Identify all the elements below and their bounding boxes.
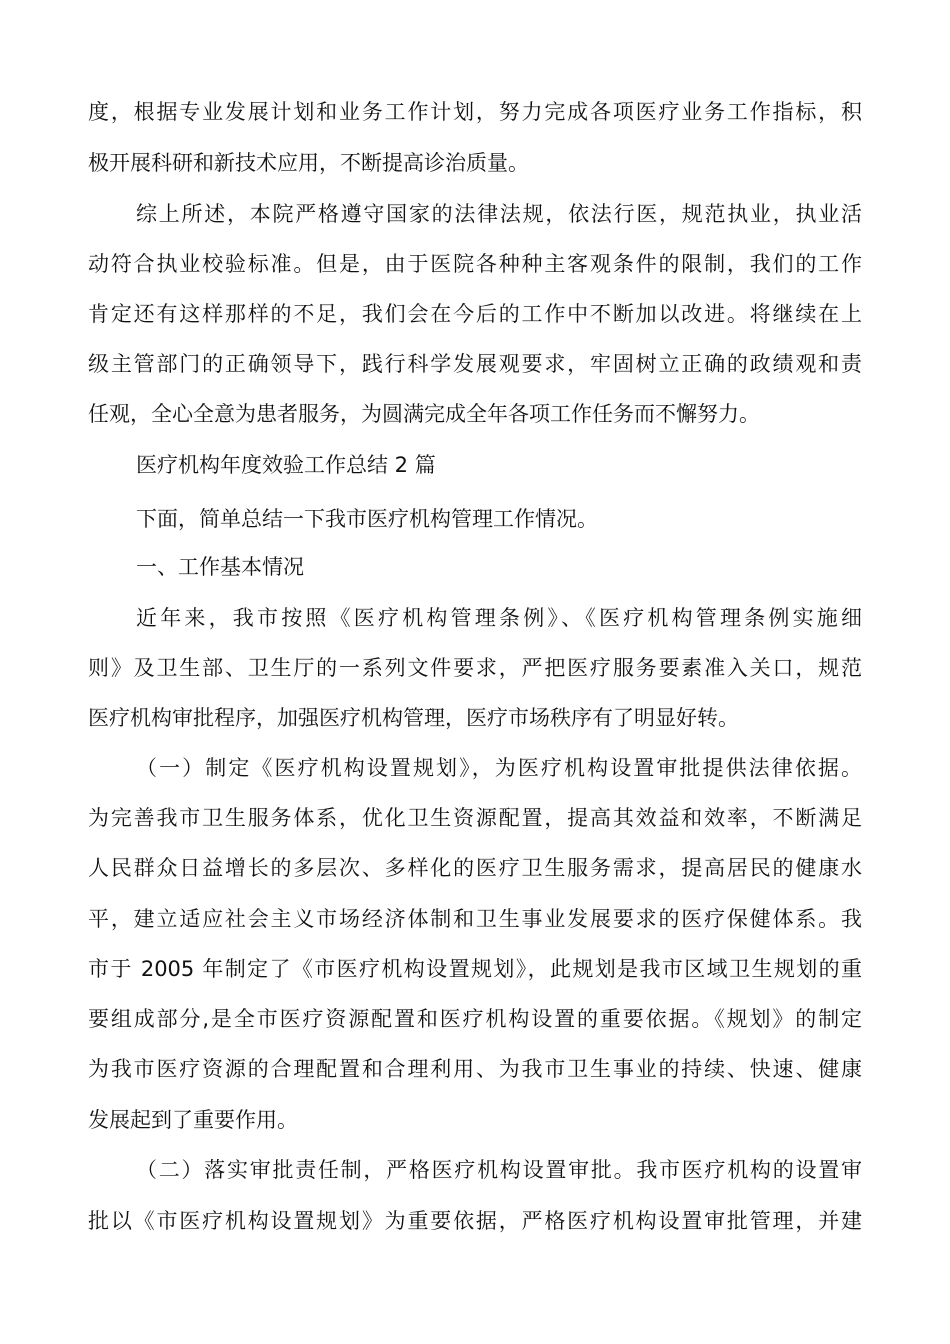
paragraph-line: 为完善我市卫生服务体系，优化卫生资源配置，提高其效益和效率，不断满足 <box>88 806 862 830</box>
paragraph-line: 综上所述，本院严格遵守国家的法律法规，依法行医，规范执业，执业活 <box>136 202 862 226</box>
paragraph-line: 为我市医疗资源的合理配置和合理利用、为我市卫生事业的持续、快速、健康 <box>88 1057 862 1081</box>
paragraph-line: 批以《市医疗机构设置规划》为重要依据，严格医疗机构设置审批管理，并建 <box>88 1209 862 1233</box>
paragraph-line: 发展起到了重要作用。 <box>88 1108 298 1132</box>
paragraph-line: 要组成部分,是全市医疗资源配置和医疗机构设置的重要依据。《规划》的制定 <box>88 1007 862 1031</box>
paragraph-line: 极开展科研和新技术应用，不断提高诊治质量。 <box>88 151 529 175</box>
paragraph-line: 近年来，我市按照《医疗机构管理条例》、《医疗机构管理条例实施细 <box>136 606 862 630</box>
paragraph-line: 平，建立适应社会主义市场经济体制和卫生事业发展要求的医疗保健体系。我 <box>88 907 862 931</box>
paragraph-line: 肯定还有这样那样的不足，我们会在今后的工作中不断加以改进。将继续在上 <box>88 302 862 326</box>
paragraph-line: 度，根据专业发展计划和业务工作计划，努力完成各项医疗业务工作指标，积 <box>88 100 862 124</box>
paragraph-line: 医疗机构审批程序，加强医疗机构管理，医疗市场秩序有了明显好转。 <box>88 706 739 730</box>
paragraph-line: 市于 2005 年制定了《市医疗机构设置规划》，此规划是我市区域卫生规划的重 <box>88 957 862 981</box>
paragraph-line: 动符合执业校验标准。但是，由于医院各种种主客观条件的限制，我们的工作 <box>88 252 862 276</box>
section-title: 医疗机构年度效验工作总结 2 篇 <box>136 453 436 477</box>
paragraph-line: 人民群众日益增长的多层次、多样化的医疗卫生服务需求，提高居民的健康水 <box>88 856 862 880</box>
section-heading: 一、工作基本情况 <box>136 555 304 579</box>
paragraph-line: 级主管部门的正确领导下，践行科学发展观要求，牢固树立正确的政绩观和责 <box>88 352 862 376</box>
paragraph-line: （一）制定《医疗机构设置规划》，为医疗机构设置审批提供法律依据。 <box>136 756 862 780</box>
paragraph-line: （二）落实审批责任制，严格医疗机构设置审批。我市医疗机构的设置审 <box>136 1158 862 1182</box>
paragraph-line: 任观，全心全意为患者服务，为圆满完成全年各项工作任务而不懈努力。 <box>88 402 760 426</box>
paragraph-line: 则》及卫生部、卫生厅的一系列文件要求，严把医疗服务要素准入关口，规范 <box>88 656 862 680</box>
paragraph-line: 下面，简单总结一下我市医疗机构管理工作情况。 <box>136 507 598 531</box>
